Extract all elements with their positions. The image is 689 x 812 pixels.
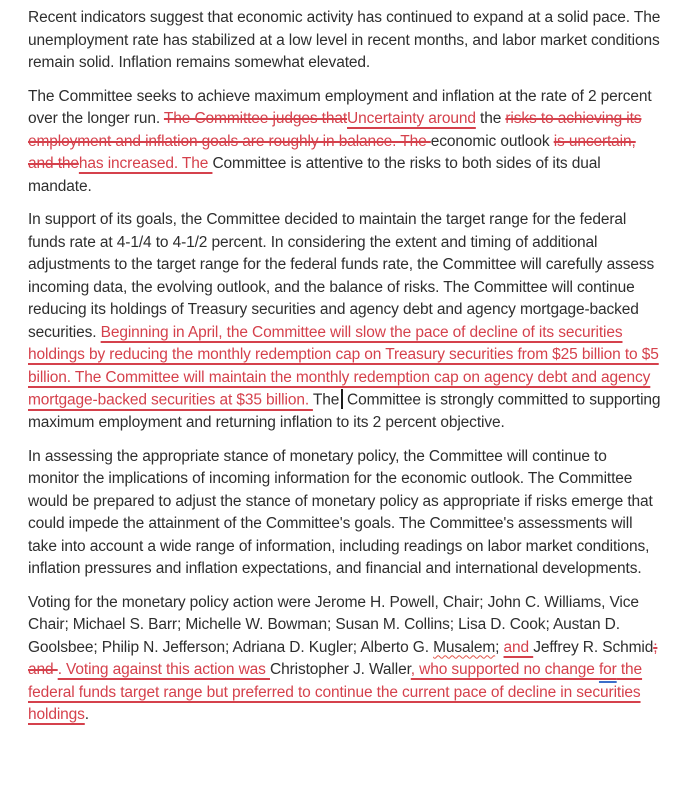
text-run: ; [495, 638, 504, 656]
spellcheck-flagged-word: Musalem [433, 638, 496, 656]
paragraph [28, 592, 661, 727]
text-run: Voting for the monetary policy action were Jerome H. Powell, Chair; John C. Williams, Vice Chair; Michael S. Barr; Michelle W. Bowman; Susan M. Collins; Lisa D. Cook; Austan D. Goolsbee; Philip N. Jefferson; Adriana D. Kugler; Alberto G. [28, 593, 639, 656]
text-run: Christopher J. Waller [270, 661, 411, 678]
inserted-text: the federal funds target range but preferred to continue the current pace of decline in securities holdings [28, 661, 643, 723]
inserted-text: Uncertainty around [347, 110, 476, 127]
deleted-text: is uncertain, and the [28, 132, 636, 172]
inserted-text [599, 661, 617, 678]
paragraph [28, 446, 661, 581]
paragraph [28, 7, 661, 75]
text-run: . [84, 706, 89, 723]
inserted-text: and [503, 638, 534, 656]
inserted-text: has increased. The [78, 155, 213, 172]
text-run: the [475, 110, 506, 127]
text-run: In assessing the appropriate stance of monetary policy, the Committee will continue to monitor the implications of incoming information for the economic outlook. The Committee would be prepared to adjust the stance of monetary policy as appropriate if risks emerge that could impede the attainment of the Committee's goals. The Committee's assessments will take into account a wide range of information, including readings on labor market conditions, inflation pressures and inflation expectations, and financial and international developments. [28, 447, 653, 577]
paragraph [28, 209, 661, 435]
text-run: The [312, 391, 340, 409]
text-run: Jeffrey R. Schmid [533, 638, 654, 656]
text-run: The Committee seeks to achieve maximum employment and inflation at the rate of 2 percent over the longer run. [28, 87, 652, 127]
text-run: Committee is attentive to the risks to both sides of its dual mandate. [28, 155, 601, 195]
text-run: In support of its goals, the Committee decided to maintain the target range for the federal funds rate at 4-1/4 to 4-1/2 percent. In considering the extent and timing of additional adjustments to the target range for the federal funds rate, the Committee will carefully assess incoming data, the evolving outlook, and the balance of risks. The Committee will continue reducing its holdings of Treasury securities and agency debt and agency mortgage-backed securities. [28, 211, 655, 341]
text-run: economic outlook [430, 132, 554, 150]
text-run: Recent indicators suggest that economic activity has continued to expand at a solid pace. The unemployment rate has stabilized at a low level in recent months, and labor market conditions remain solid. Inflation remains somewhat elevated. [28, 9, 661, 71]
inserted-text: , who supported no change [410, 661, 599, 678]
deleted-text: The Committee judges that [163, 110, 348, 127]
deleted-text: ; and [28, 638, 658, 678]
paragraph [28, 86, 661, 199]
grammar-flagged-word: for [598, 661, 617, 678]
inserted-text: . Voting against this action was [57, 661, 270, 678]
text-run: Committee is strongly committed to supporting maximum employment and returning inflation to its 2 percent objective. [28, 391, 661, 431]
inserted-text: Beginning in April, the Committee will slow the pace of decline of its securities holdings by reducing the monthly redemption cap on Treasury securities from $25 billion to $5 billion. The Committee will maintain the monthly redemption cap on agency debt and agency mortgage-backed securities at $35 billion. [28, 323, 659, 409]
deleted-text: risks to achieving its employment and inflation goals are roughly in balance. The [28, 110, 642, 150]
